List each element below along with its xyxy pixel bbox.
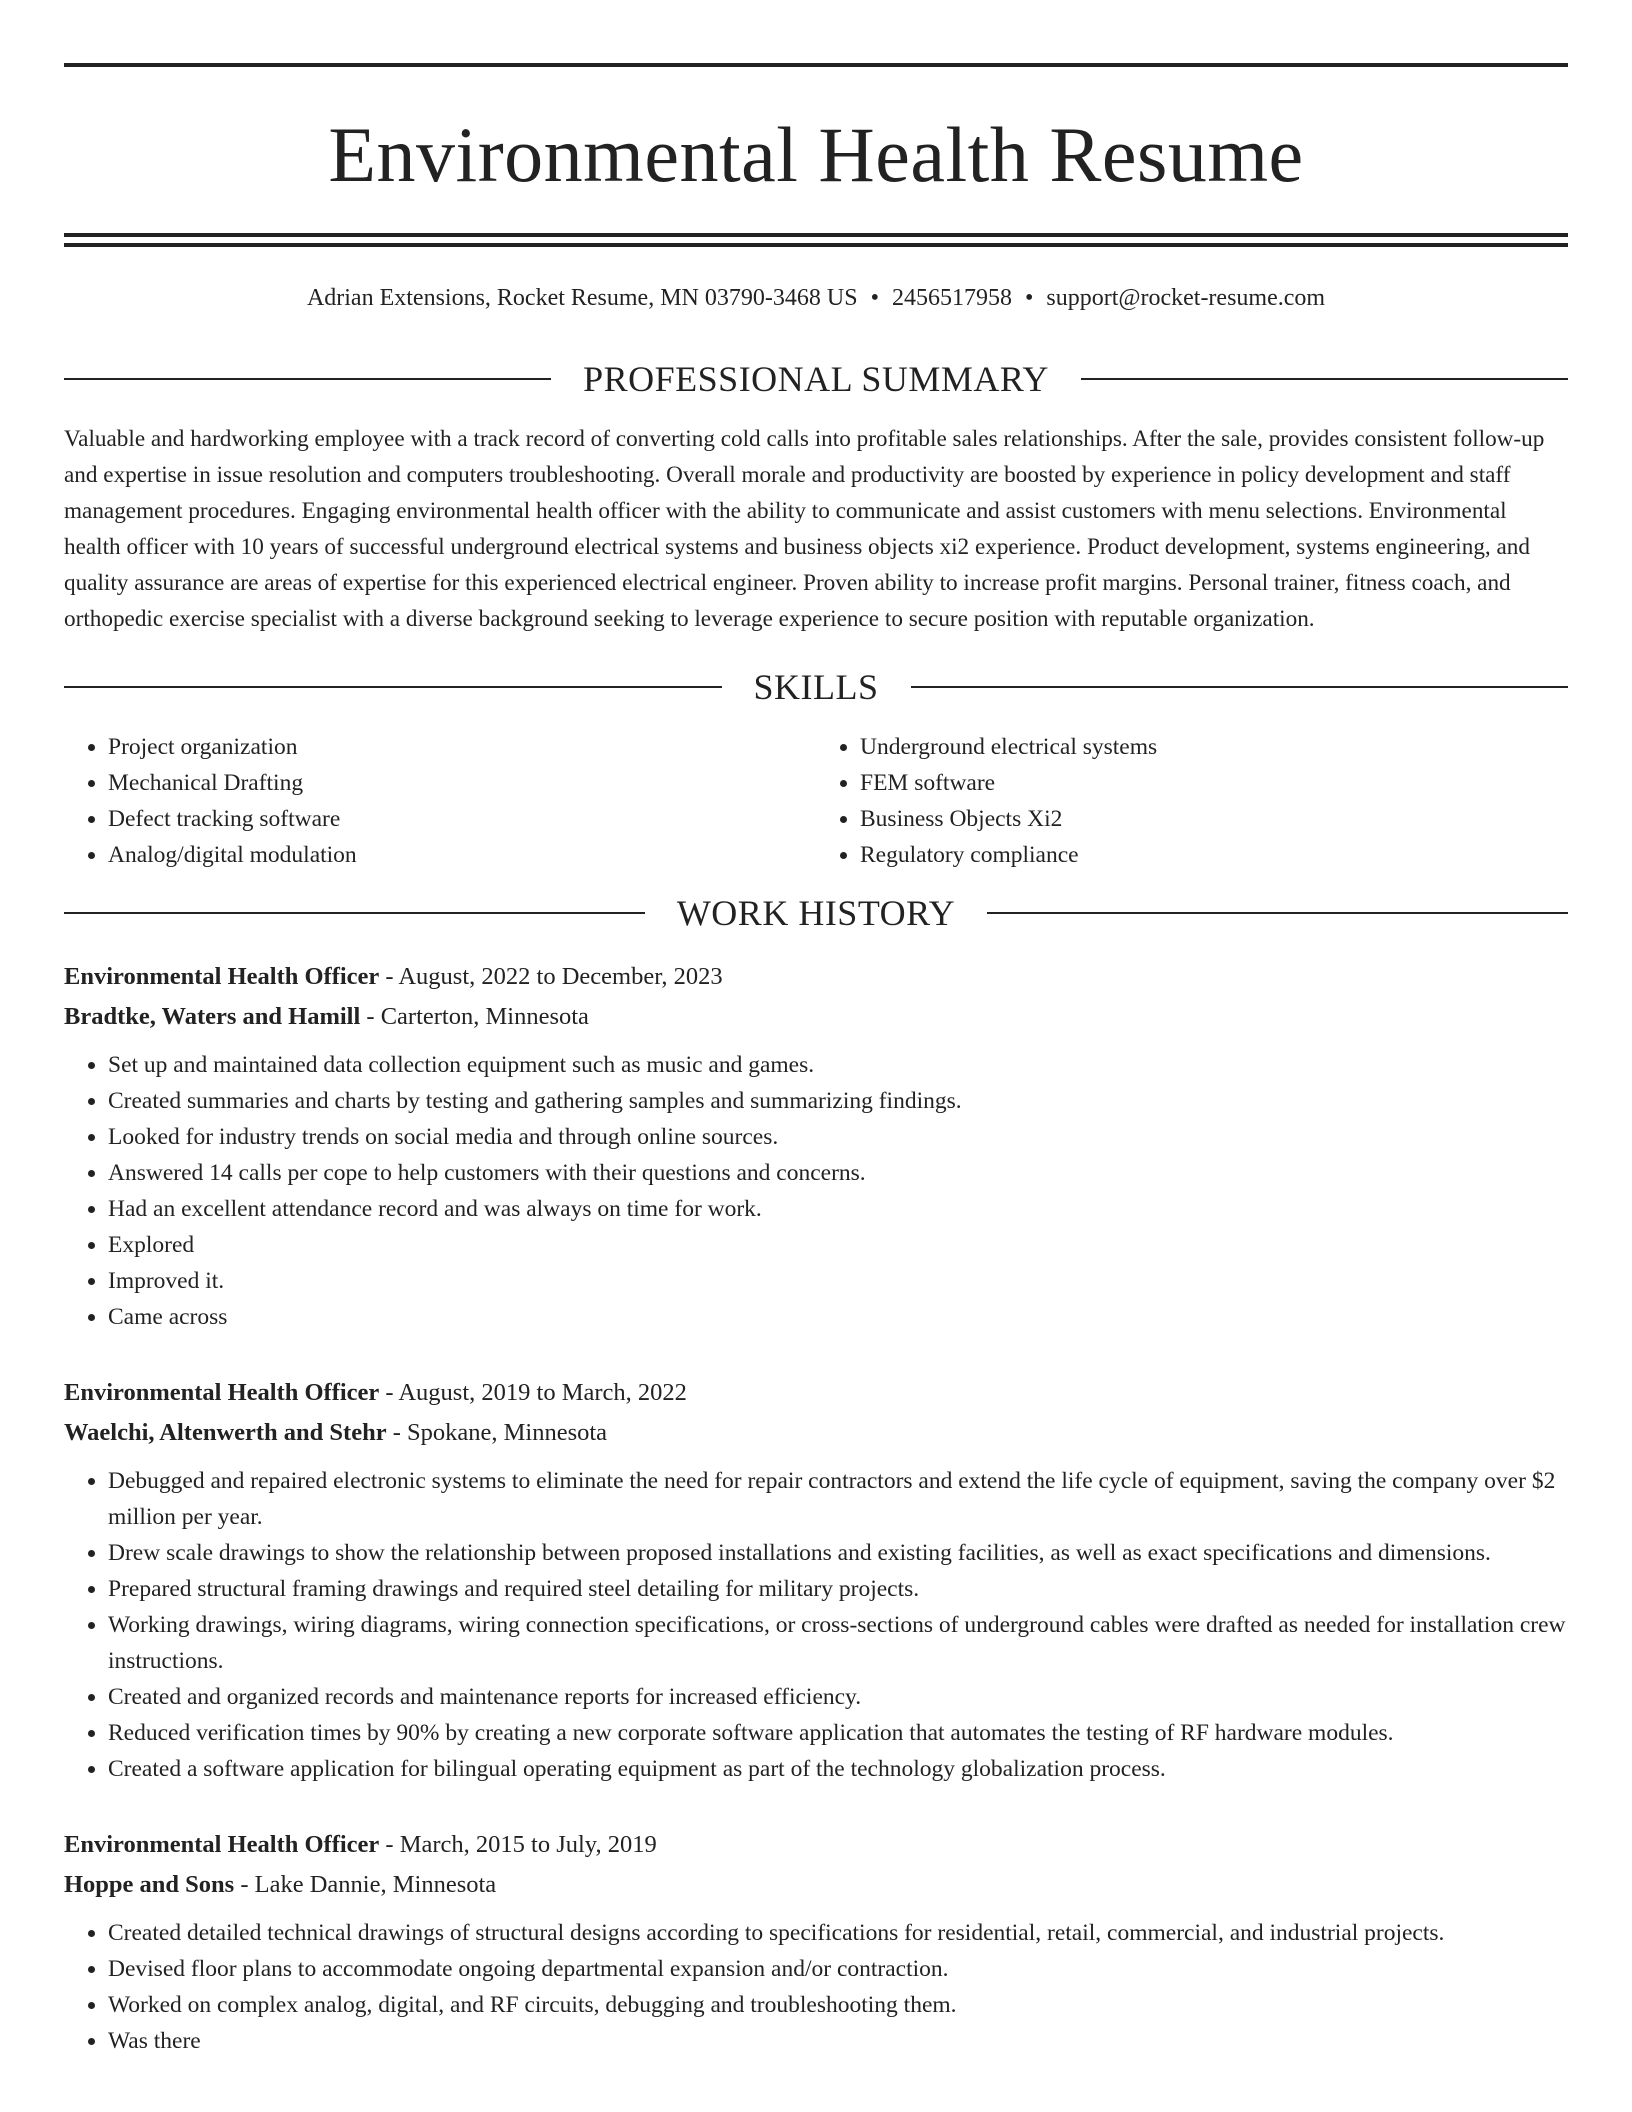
skill-item: • Defect tracking software xyxy=(108,801,816,837)
contact-line xyxy=(64,283,1568,313)
job-bullet: • Explored xyxy=(108,1227,1568,1263)
contact-separator: • xyxy=(870,285,879,311)
job-bullet: • Had an excellent attendance record and was always on time for work. xyxy=(108,1191,1568,1227)
summary-heading xyxy=(64,357,1568,401)
skills-heading xyxy=(64,665,1568,709)
job-bullet: • Drew scale drawings to show the relationship between proposed installations and existing facilities, as well as exact specifications and dimensions. xyxy=(108,1535,1568,1571)
work-history-heading xyxy=(64,891,1568,935)
job-company: Hoppe and Sons xyxy=(64,1871,235,1898)
job-bullet: • Improved it. xyxy=(108,1263,1568,1299)
resume-page xyxy=(64,0,1568,2059)
contact-address: Adrian Extensions, Rocket Resume, MN 03790-3468 US xyxy=(306,285,858,311)
job-bullet: • Came across xyxy=(108,1299,1568,1335)
job-bullet: • Was there xyxy=(108,2023,1568,2059)
job-bullet: • Worked on complex analog, digital, and RF circuits, debugging and troubleshooting them. xyxy=(108,1987,1568,2023)
skills-list xyxy=(64,729,1568,873)
job-bullet: • Reduced verification times by 90% by creating a new corporate software application that automates the testing of RF hardware modules. xyxy=(108,1715,1568,1751)
skills-column-right xyxy=(816,729,1568,873)
resume-title: Environmental Health Resume xyxy=(328,111,1304,198)
job-bullet: • Working drawings, wiring diagrams, wiring connection specifications, or cross-sections of underground cables were drafted as needed for installation crew instructions. xyxy=(108,1607,1568,1679)
job-title: Environmental Health Officer xyxy=(64,1379,380,1406)
job-title: Environmental Health Officer xyxy=(64,963,380,990)
summary-heading-label: PROFESSIONAL SUMMARY xyxy=(583,359,1049,399)
job-company: Bradtke, Waters and Hamill xyxy=(64,1003,361,1030)
job-dates: - March, 2015 to July, 2019 xyxy=(379,1831,657,1858)
contact-separator: • xyxy=(1024,285,1034,311)
skill-item: • Underground electrical systems xyxy=(860,729,1568,765)
job-bullet: • Created summaries and charts by testing and gathering samples and summarizing findings. xyxy=(108,1083,1568,1119)
job-bullets xyxy=(64,1915,1568,2059)
skill-item: • Project organization xyxy=(108,729,816,765)
job-bullets xyxy=(64,1047,1568,1335)
contact-phone: 2456517958 xyxy=(891,285,1012,311)
skill-item: • Regulatory compliance xyxy=(860,837,1568,873)
job-dates: - August, 2019 to March, 2022 xyxy=(379,1379,687,1406)
job-bullet: • Looked for industry trends on social media and through online sources. xyxy=(108,1119,1568,1155)
summary-text: Valuable and hardworking employee with a track record of converting cold calls into profitable sales relationships. After the sale, provides consistent follow-up and expertise in issue resolution and computers troubleshooting. Overall morale and productivity are boosted by experience in policy development and staff management procedures. Engaging environmental health officer with the ability to communicate and assist customers with menu selections. Environmental health officer with 10 years of successful underground electrical systems and business objects xi2 experience. Product development, systems engineering, and quality assurance are areas of expertise for this experienced electrical engineer. Proven ability to increase profit margins. Personal trainer, fitness coach, and orthopedic exercise specialist with a diverse background seeking to leverage experience to secure position with reputable organization. xyxy=(64,426,1545,632)
skill-item: • Analog/digital modulation xyxy=(108,837,816,873)
job-location: - Carterton, Minnesota xyxy=(360,1003,589,1030)
job-location: - Spokane, Minnesota xyxy=(386,1419,608,1446)
job-bullet: • Created a software application for bilingual operating equipment as part of the technology globalization process. xyxy=(108,1751,1568,1787)
skill-item: • FEM software xyxy=(860,765,1568,801)
skills-column-left xyxy=(64,729,816,873)
work-history-heading-label: WORK HISTORY xyxy=(676,893,956,933)
job-company: Waelchi, Altenwerth and Stehr xyxy=(64,1419,387,1446)
job-bullet: • Answered 14 calls per cope to help customers with their questions and concerns. xyxy=(108,1155,1568,1191)
title-double-rule xyxy=(64,233,1568,247)
job-bullet: • Created and organized records and maintenance reports for increased efficiency. xyxy=(108,1679,1568,1715)
top-rule xyxy=(64,63,1568,67)
skill-item: • Business Objects Xi2 xyxy=(860,801,1568,837)
job-entry xyxy=(64,1825,1568,2059)
job-location: - Lake Dannie, Minnesota xyxy=(234,1871,497,1898)
job-bullets xyxy=(64,1463,1568,1787)
job-bullet: • Debugged and repaired electronic systems to eliminate the need for repair contractors and extend the life cycle of equipment, saving the company over $2 million per year. xyxy=(108,1463,1568,1535)
skill-item: • Mechanical Drafting xyxy=(108,765,816,801)
job-entry xyxy=(64,957,1568,1335)
job-bullet: • Devised floor plans to accommodate ongoing departmental expansion and/or contraction. xyxy=(108,1951,1568,1987)
job-dates: - August, 2022 to December, 2023 xyxy=(379,963,723,990)
job-bullet: • Set up and maintained data collection equipment such as music and games. xyxy=(108,1047,1568,1083)
job-bullet: • Prepared structural framing drawings and required steel detailing for military projects. xyxy=(108,1571,1568,1607)
job-title: Environmental Health Officer xyxy=(64,1831,380,1858)
job-bullet: • Created detailed technical drawings of structural designs according to specifications for residential, retail, commercial, and industrial projects. xyxy=(108,1915,1568,1951)
contact-email: support@rocket-resume.com xyxy=(1046,285,1326,311)
skills-heading-label: SKILLS xyxy=(753,667,879,707)
job-entry xyxy=(64,1373,1568,1787)
